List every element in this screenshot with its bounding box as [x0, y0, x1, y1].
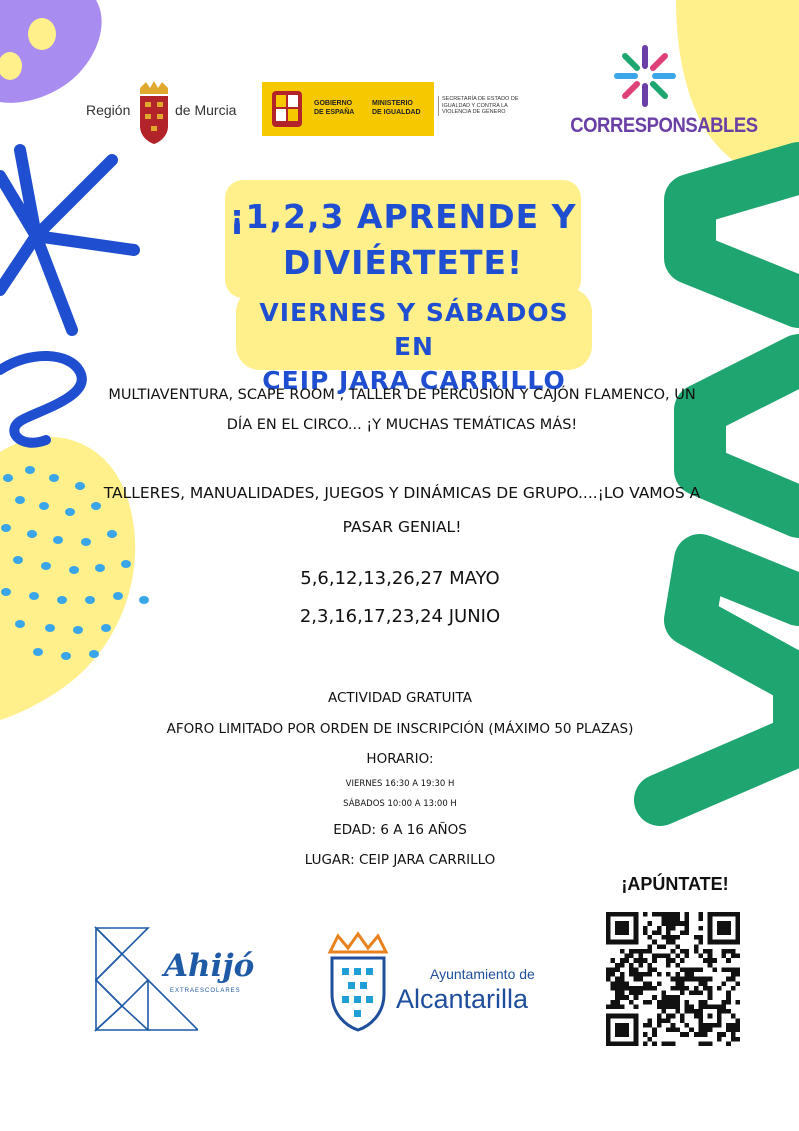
ayuntamiento-text: Ayuntamiento de [430, 966, 535, 982]
subtitle-line2: CEIP JARA CARRILLO [262, 366, 566, 395]
spain-coat-of-arms-icon [268, 87, 306, 131]
region-murcia-logo [86, 80, 246, 146]
location-text: LUGAR: CEIP JARA CARRILLO [304, 852, 496, 868]
murcia-right-text: de Murcia [175, 102, 237, 118]
subtitle-box [236, 288, 592, 395]
murcia-shield-icon [136, 80, 172, 146]
ahijo-name: Ahijó [164, 948, 255, 984]
schedule-friday: VIERNES 16:30 A 19:30 H [345, 779, 455, 789]
corresponsables-logo [560, 44, 758, 144]
schedule-heading: HORARIO: [366, 751, 434, 767]
free-activity-text: ACTIVIDAD GRATUITA [328, 690, 472, 706]
dates-june: 2,3,16,17,23,24 JUNIO [299, 606, 501, 627]
workshops-paragraph: TALLERES, MANUALIDADES, JUEGOS Y DINÁMICAS DE GRUPO....¡LO VAMOS A PASAR GENIAL! [103, 484, 701, 536]
activities-paragraph: MULTIAVENTURA, SCAPE ROOM , TALLER DE PERCUSIÓN Y CAJÓN FLAMENCO, UN DÍA EN EL CIRCO... ¡Y MUCHAS TEMÁTICAS MÁS! [108, 387, 696, 433]
signup-heading: ¡APÚNTATE! [621, 874, 729, 894]
title-line2: DIVIÉRTETE! [282, 243, 524, 282]
schedule-saturday: SÁBADOS 10:00 A 13:00 H [343, 799, 457, 809]
alcantarilla-logo [320, 926, 570, 1036]
title-line1: ¡1,2,3 APRENDE Y [229, 197, 577, 236]
yellow-dot-shape [28, 18, 56, 50]
alcantarilla-shield-icon [320, 930, 396, 1032]
ministerio-line2: DE IGUALDAD [372, 109, 421, 116]
gobierno-line2: DE ESPAÑA [314, 109, 355, 116]
corresponsables-star-icon [613, 44, 677, 108]
blue-starburst-shape [0, 150, 134, 330]
qr-code-icon[interactable] [606, 912, 740, 1046]
blue-squiggle-shape [0, 356, 82, 443]
subtitle-line1: VIERNES Y SÁBADOS EN [259, 298, 569, 361]
age-text: EDAD: 6 A 16 AÑOS [333, 822, 467, 838]
dates-may: 5,6,12,13,26,27 MAYO [300, 568, 500, 589]
ahijo-logo [92, 924, 262, 1034]
capacity-text: AFORO LIMITADO POR ORDEN DE INSCRIPCIÓN (MÁXIMO 50 PLAZAS) [166, 721, 634, 737]
ministerio-line1: MINISTERIO [372, 100, 413, 107]
gobierno-espana-logo [262, 82, 530, 138]
gobierno-line1: GOBIERNO [314, 100, 353, 107]
murcia-left-text: Región [86, 102, 131, 118]
ahijo-subtitle: EXTRAESCOLARES [170, 988, 241, 994]
alcantarilla-text: Alcantarilla [396, 984, 529, 1014]
title-box [225, 180, 581, 298]
secretaria-text: SECRETARÍA DE ESTADO DE IGUALDAD Y CONTRA LA VIOLENCIA DE GÉNERO [438, 96, 534, 116]
corresponsables-text: CORRESPONSABLES [570, 114, 758, 137]
